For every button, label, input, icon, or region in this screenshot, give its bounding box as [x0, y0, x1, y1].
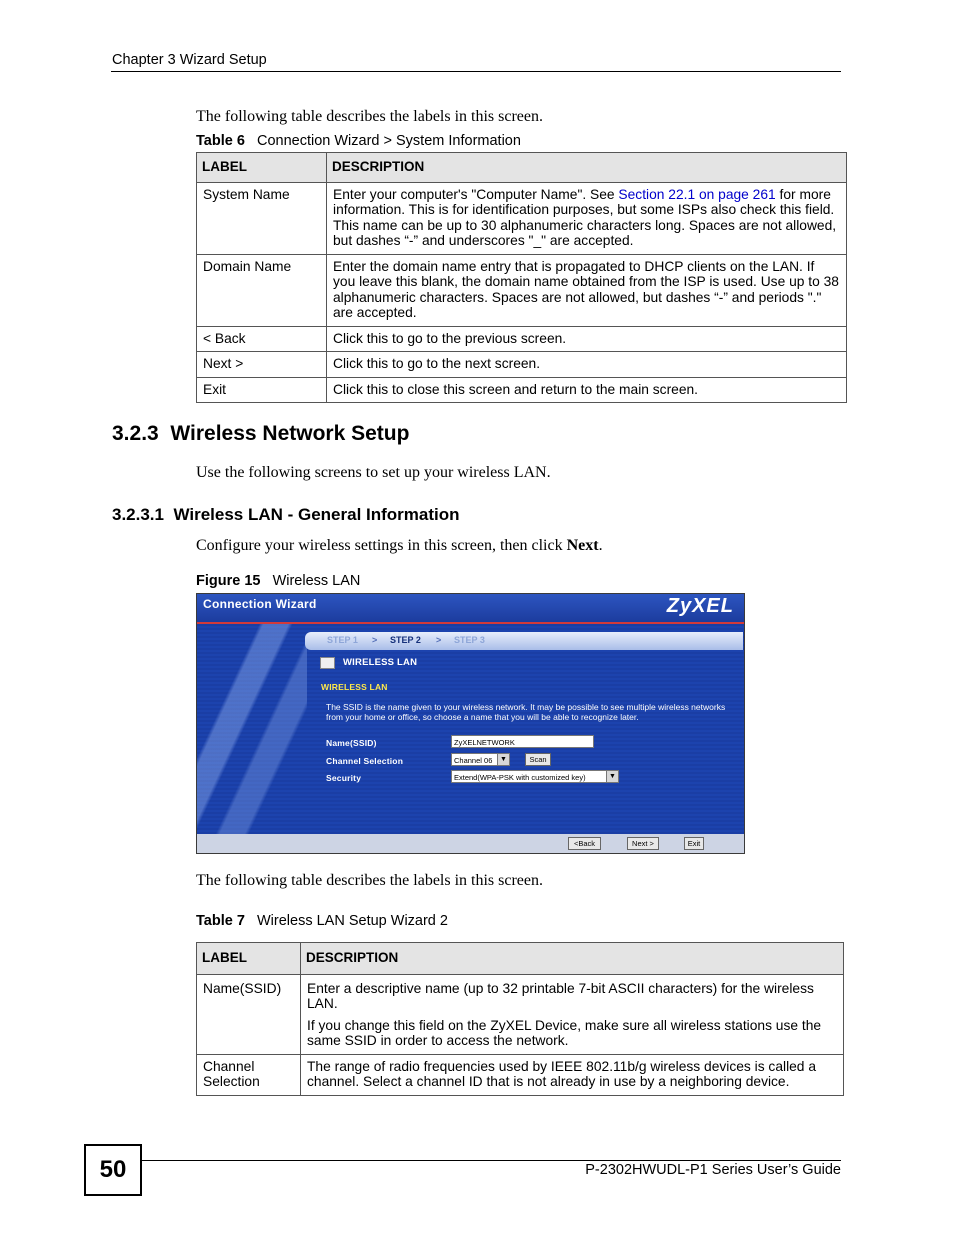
decorative-graphic: [197, 624, 307, 834]
row-label: System Name: [197, 182, 327, 254]
subsection-title: Wireless LAN - General Information: [173, 505, 460, 524]
intro-bold: Next: [566, 537, 599, 554]
figure-caption-title: Wireless LAN: [272, 573, 361, 589]
table-row: [197, 352, 847, 378]
intro-text: Configure your wireless settings in this screen, then click: [196, 537, 567, 554]
row-label: < Back: [197, 326, 327, 352]
section-heading-wlan: WIRELESS LAN: [321, 682, 388, 692]
intro-text: .: [598, 537, 603, 554]
window-title-bar: [197, 594, 744, 622]
table7-caption-number: Table 7: [196, 913, 245, 929]
table-row: [197, 377, 847, 403]
table6: [196, 152, 847, 403]
table7-col-description: DESCRIPTION: [301, 943, 844, 975]
row-label: Domain Name: [197, 254, 327, 326]
section-number: 3.2.3: [112, 422, 159, 445]
figure-caption: [196, 573, 360, 589]
scan-button[interactable]: Scan: [525, 753, 551, 766]
table6-caption: [196, 133, 521, 149]
section-title: Wireless Network Setup: [170, 422, 410, 445]
row-description: [327, 182, 847, 254]
table7-header-row: [197, 943, 844, 975]
table7-col-label: LABEL: [197, 943, 301, 975]
step-3: STEP 3: [454, 635, 485, 645]
description-text: Enter a descriptive name (up to 32 printable 7-bit ASCII characters) for the wireless LAN.: [307, 980, 814, 1011]
section-heading: [112, 422, 409, 446]
table6-caption-title: Connection Wizard > System Information: [256, 133, 521, 149]
table-row: [197, 1054, 844, 1095]
step-bar: [305, 632, 743, 650]
step-separator: >: [372, 635, 378, 645]
row-description: Click this to go to the previous screen.: [327, 326, 847, 352]
section-intro: Use the following screens to set up your wireless LAN.: [196, 464, 551, 481]
step-1: STEP 1: [327, 635, 358, 645]
window-title: Connection Wizard: [203, 597, 317, 611]
security-label: Security: [326, 773, 362, 783]
table7-caption-title: Wireless LAN Setup Wizard 2: [256, 913, 448, 929]
exit-button[interactable]: Exit: [684, 837, 704, 850]
table6-caption-number: Table 6: [196, 133, 245, 149]
guide-title: P-2302HWUDL-P1 Series User’s Guide: [585, 1162, 841, 1178]
row-description: Click this to go to the next screen.: [327, 352, 847, 378]
wireless-lan-screenshot: [196, 593, 745, 854]
channel-select[interactable]: [451, 753, 510, 766]
step-2-current: STEP 2: [390, 635, 421, 645]
figure-caption-number: Figure 15: [196, 573, 261, 589]
row-label: Next >: [197, 352, 327, 378]
row-description: The range of radio frequencies used by IEEE 802.11b/g wireless devices is called a channel. Select a channel ID that is not already in use by a neighboring device.: [301, 1054, 844, 1095]
folder-icon: [320, 657, 335, 669]
intro-text: The following table describes the labels in this screen.: [196, 108, 544, 125]
table-row: [197, 326, 847, 352]
row-label: Channel Selection: [197, 1054, 301, 1095]
page-heading: WIRELESS LAN: [343, 657, 418, 668]
header-rule: [111, 71, 841, 72]
table-row: [197, 974, 844, 1054]
subsection-intro: [196, 537, 603, 555]
ssid-help-text: The SSID is the name given to your wireless network. It may be possible to see multiple wireless networks from your home or office, so choose a name that you will be able to recognize later.: [326, 702, 726, 722]
description-text: Enter your computer's "Computer Name". See: [333, 186, 619, 202]
table6-col-description: DESCRIPTION: [327, 153, 847, 183]
button-bar: [197, 834, 744, 853]
back-button[interactable]: <Back: [568, 837, 601, 850]
ssid-input[interactable]: ZyXELNETWORK: [451, 735, 594, 748]
row-description: [301, 974, 844, 1054]
chevron-down-icon: ▼: [606, 771, 618, 782]
intro-text-2: The following table describes the labels in this screen.: [196, 872, 544, 889]
section-link[interactable]: Section 22.1 on page 261: [618, 186, 776, 202]
security-select[interactable]: [451, 770, 619, 783]
row-description: Click this to close this screen and return to the main screen.: [327, 377, 847, 403]
channel-value: Channel 06: [454, 756, 493, 765]
step-separator: >: [436, 635, 442, 645]
row-description: Enter the domain name entry that is propagated to DHCP clients on the LAN. If you leave this blank, the domain name obtained from the ISP is used. Use up to 38 alphanumeric characters. Spaces are not allowed, but dashes “-” and periods "." are accepted.: [327, 254, 847, 326]
row-label: Name(SSID): [197, 974, 301, 1054]
table7-caption: [196, 913, 448, 929]
table7: [196, 942, 844, 1096]
zyxel-logo: ZyXEL: [666, 595, 734, 617]
running-head: Chapter 3 Wizard Setup: [112, 52, 267, 68]
description-text: If you change this field on the ZyXEL Device, make sure all wireless stations use the same SSID in order to access the network.: [307, 1017, 822, 1048]
table6-header-row: [197, 153, 847, 183]
subsection-number: 3.2.3.1: [112, 505, 164, 524]
ssid-label: Name(SSID): [326, 738, 377, 748]
table-row: [197, 182, 847, 254]
page-number: 50: [84, 1144, 142, 1196]
footer-rule: [140, 1160, 841, 1161]
chevron-down-icon: ▼: [497, 754, 509, 765]
security-value: Extend(WPA-PSK with customized key): [454, 773, 586, 782]
description-text: for more information. This is for identification purposes, but some ISPs also check this field. This name can be up to 30 alphanumeric characters long. Spaces are not allowed, but dashes “-” and underscores "_" are accepted.: [333, 186, 837, 248]
channel-label: Channel Selection: [326, 756, 404, 766]
table6-col-label: LABEL: [197, 153, 327, 183]
table-row: [197, 254, 847, 326]
row-label: Exit: [197, 377, 327, 403]
next-button[interactable]: Next >: [627, 837, 659, 850]
subsection-heading: [112, 505, 460, 525]
